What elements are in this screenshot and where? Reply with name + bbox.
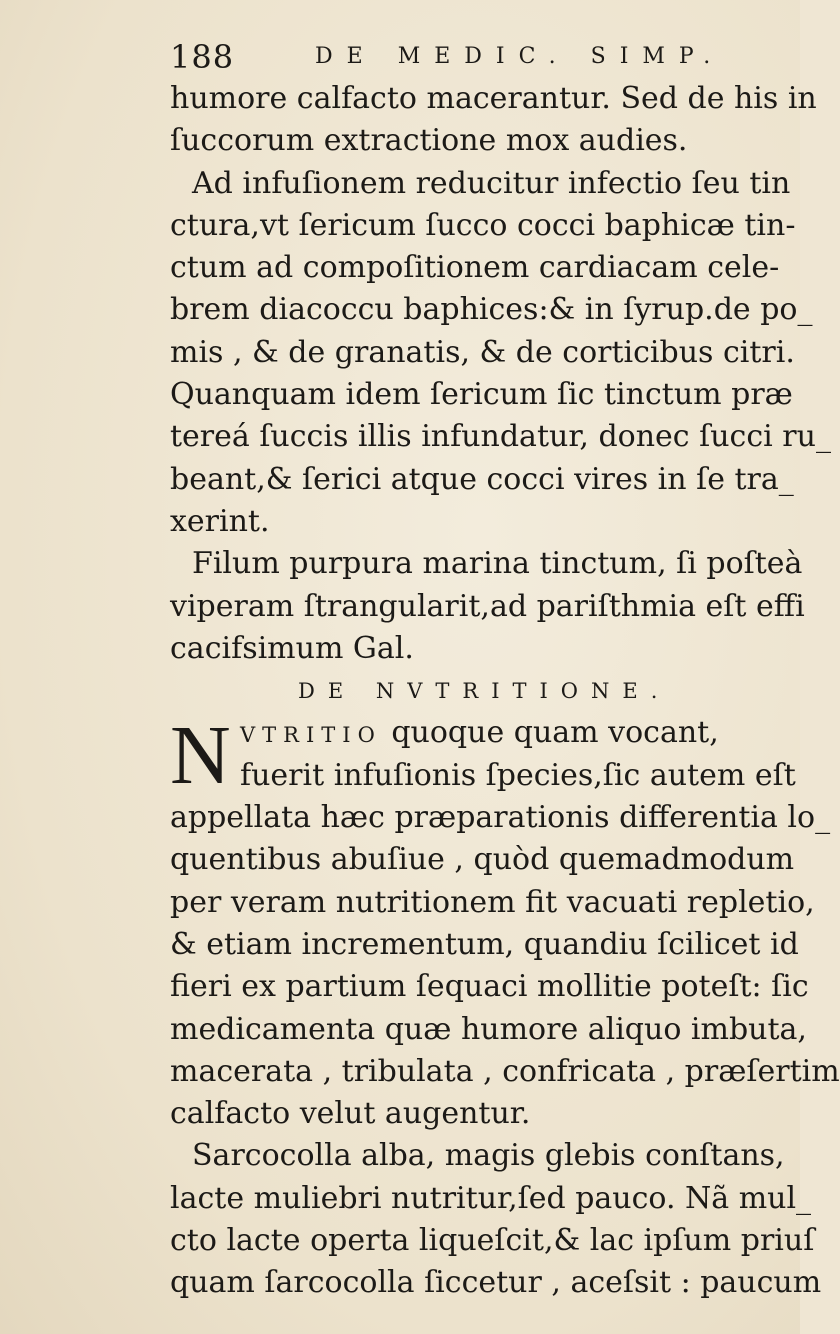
- text-line: cto lacte operta liqueſcit,& lac ipſum priuſ: [170, 1223, 815, 1259]
- text-line: fuerit infuſionis ſpecies,ſic autem eſt: [240, 757, 796, 793]
- text-line: cacifsimum Gal.: [170, 630, 414, 666]
- text-line: quam ſarcocolla ſiccetur , aceſsit : paucum: [170, 1265, 822, 1301]
- text-line: ſuccorum extractione mox audies.: [170, 123, 688, 159]
- page-number: 188: [170, 38, 235, 76]
- text-line: Ad infuſionem reducitur infectio ſeu tin: [192, 165, 791, 201]
- text-line: viperam ſtrangularit,ad pariſthmia eſt effi: [170, 588, 805, 624]
- text-line: medicamenta quæ humore aliquo imbuta,: [170, 1011, 807, 1047]
- text-line: lacte muliebri nutritur,ſed pauco. Nã mul_: [170, 1180, 812, 1216]
- text-segment: quoque quam vocant,: [381, 715, 719, 751]
- section-heading: DE NVTRITIONE.: [298, 679, 671, 704]
- text-line: fieri ex partium ſequaci mollitie poteſt: ſic: [170, 969, 809, 1005]
- initial-paragraph: [170, 709, 796, 803]
- text-line: & etiam incrementum, quandiu ſcilicet id: [170, 926, 799, 962]
- text-line: per veram nutritionem fit vacuati repletio,: [170, 884, 815, 920]
- text-line: Filum purpura marina tinctum, ſi poſteà: [192, 546, 803, 582]
- text-line: Quanquam idem ſericum ſic tinctum præ: [170, 377, 793, 413]
- text-line: beant,& ſerici atque cocci vires in ſe tra_: [170, 461, 794, 497]
- text-line: xerint.: [170, 503, 270, 539]
- running-title: DE MEDIC. SIMP.: [315, 44, 725, 69]
- drop-cap: N: [170, 709, 231, 803]
- text-line: appellata hæc præparationis differentia lo_: [170, 800, 831, 836]
- text-line: calfacto velut augentur.: [170, 1096, 531, 1132]
- main-text: [170, 78, 840, 1305]
- smallcaps-word: VTRITIO: [240, 723, 382, 748]
- page-header: [170, 38, 730, 78]
- text-line: brem diacoccu baphices:& in ſyrup.de po_: [170, 292, 813, 328]
- text-line: ctum ad compoſitionem cardiacam cele-: [170, 250, 780, 286]
- text-line: quentibus abuſiue , quòd quemadmodum: [170, 842, 795, 878]
- text-line: mis , & de granatis, & de corticibus citri.: [170, 334, 795, 370]
- text-line: tereá ſuccis illis infundatur, donec ſucci ru_: [170, 419, 831, 455]
- text-line: humore calfacto macerantur. Sed de his in: [170, 81, 817, 116]
- text-line: [170, 712, 760, 754]
- text-line: macerata , tribulata , confricata , præſertim: [170, 1053, 840, 1089]
- text-line: ctura,vt ſericum ſucco cocci baphicæ tin-: [170, 207, 796, 243]
- text-line: Sarcocolla alba, magis glebis conſtans,: [192, 1138, 785, 1174]
